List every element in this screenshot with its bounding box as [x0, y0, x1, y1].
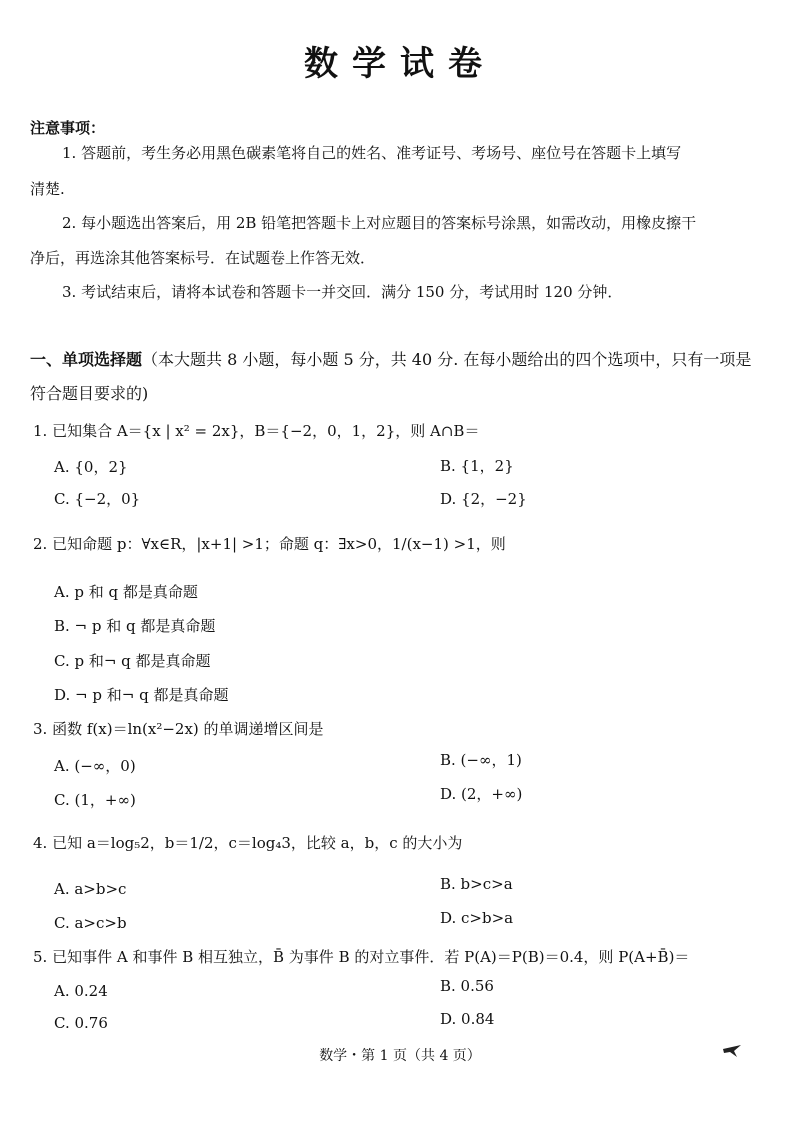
page-title: 数学试卷: [304, 44, 496, 84]
page-footer: 数学・第 1 页（共 4 页）: [319, 1048, 481, 1064]
option-b: B. {1，2}: [440, 457, 514, 475]
section-heading: [30, 347, 751, 370]
option-c: C. 0.76: [54, 1014, 108, 1032]
option-a: A. (−∞，0): [54, 757, 136, 775]
option-d: D. 0.84: [440, 1010, 495, 1028]
notice-heading: 注意事项：: [30, 119, 106, 137]
option-d: D. c>b>a: [440, 909, 514, 927]
option-c: C. {−2，0}: [54, 490, 141, 508]
section-description-line-2: 符合题目要求的): [30, 384, 149, 403]
option-d: D. ¬ p 和¬ q 都是真命题: [54, 686, 229, 704]
notice-item-1-line-2: 清楚.: [30, 180, 65, 198]
option-a: A. 0.24: [54, 982, 108, 1000]
question-stem: 1. 已知集合 A＝{x | x² = 2x}，B＝{−2，0，1，2}，则 A∩B＝: [33, 422, 480, 440]
option-c: C. (1，+∞): [54, 791, 136, 809]
option-b: B. 0.56: [440, 977, 494, 995]
question-stem: 2. 已知命题 p：∀x∈R，|x+1| >1；命题 q：∃x>0，1/(x−1) >1，则: [33, 535, 506, 553]
notice-item-1-line-1: 1. 答题前，考生务必用黑色碳素笔将自己的姓名、准考证号、考场号、座位号在答题卡上填写: [62, 144, 682, 162]
option-d: D. {2，−2}: [440, 490, 527, 508]
option-a: A. a>b>c: [54, 880, 127, 898]
notice-item-2-line-2: 净后，再选涂其他答案标号．在试题卷上作答无效．: [30, 249, 376, 267]
question-stem: 3. 函数 f(x)＝ln(x²−2x) 的单调递增区间是: [33, 720, 324, 738]
section-title: 一、单项选择题: [30, 350, 143, 369]
section-description-line-1: （本大题共 8 小题，每小题 5 分，共 40 分. 在每小题给出的四个选项中，只有一项是: [142, 350, 752, 369]
option-c: C. a>c>b: [54, 914, 127, 932]
option-a: A. {0，2}: [54, 458, 128, 476]
option-d: D. (2，+∞): [440, 785, 523, 803]
option-b: B. b>c>a: [440, 875, 513, 893]
option-c: C. p 和¬ q 都是真命题: [54, 652, 211, 670]
scan-mark-icon: [722, 1044, 742, 1058]
question-stem: 5. 已知事件 A 和事件 B 相互独立，B̄ 为事件 B 的对立事件．若 P(A)＝P(B)＝0.4，则 P(A+B̄)＝: [33, 948, 690, 966]
question-stem: 4. 已知 a＝log₅2，b＝1/2，c＝log₄3，比较 a，b，c 的大小为: [33, 834, 463, 852]
notice-item-2-line-1: 2. 每小题选出答案后，用 2B 铅笔把答题卡上对应题目的答案标号涂黑，如需改动，用橡皮擦干: [62, 214, 697, 232]
notice-item-3-line-1: 3. 考试结束后，请将本试卷和答题卡一并交回．满分 150 分，考试用时 120 分钟．: [62, 283, 623, 301]
option-b: B. (−∞，1): [440, 751, 522, 769]
option-b: B. ¬ p 和 q 都是真命题: [54, 617, 216, 635]
option-a: A. p 和 q 都是真命题: [54, 583, 198, 601]
